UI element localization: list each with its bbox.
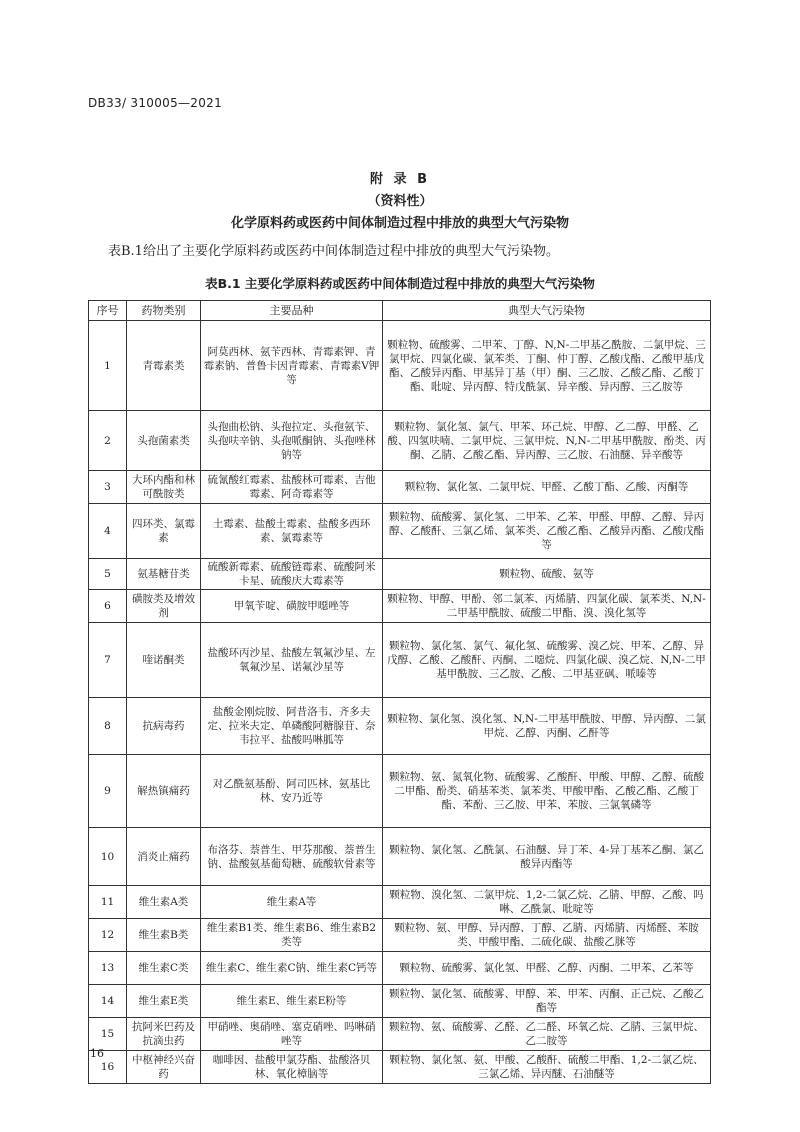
table-row [89,321,711,411]
cell-pollutants: 颗粒物、氯化氢、氯气、氟化氢、硫酸雾、溴乙烷、甲苯、乙醇、异戊醇、乙酸、乙酸酐、丙酮、二噁烷、四氯化碳、溴乙烷、N,N-二甲基甲酰胺、三乙胺、乙酸、二甲基亚砜、哌嗪等 [383,623,711,698]
cell-varieties: 盐酸金刚烷胺、阿昔洛韦、齐多夫定、拉米夫定、单磷酸阿糖腺苷、奈韦拉平、盐酸吗啉胍等 [201,698,383,755]
cell-category: 维生素B类 [127,919,201,952]
table-row [89,919,711,952]
header-category: 药物类别 [127,301,201,321]
cell-varieties: 维生素C、维生素C钠、维生素C钙等 [201,952,383,985]
page-number: 16 [90,1047,104,1060]
cell-varieties: 维生素E、维生素E粉等 [201,985,383,1018]
cell-no: 9 [89,755,127,828]
cell-varieties: 对乙酰氨基酚、阿司匹林、氨基比林、安乃近等 [201,755,383,828]
cell-pollutants: 颗粒物、硫酸雾、氯化氢、甲醛、乙醇、丙酮、二甲苯、乙苯等 [383,952,711,985]
appendix-nature: （资料性） [367,194,433,209]
cell-no: 3 [89,471,127,504]
cell-no: 5 [89,559,127,590]
cell-varieties: 咖啡因、盐酸甲氯芬酯、盐酸洛贝林、氧化樟脑等 [201,1051,383,1084]
cell-category: 中枢神经兴奋药 [127,1051,201,1084]
cell-pollutants: 颗粒物、硫酸雾、二甲苯、丁醇、N,N-二甲基乙酰胺、二氯甲烷、三氯甲烷、四氯化碳、氯苯类、丁酮、仲丁醇、乙酸戊酯、乙酸甲基戊酯、乙酸异丙酯、甲基异丁基（甲）酮、三乙胺、乙酸乙酯、乙酸丁酯、吡啶、异丙醇、特戊酰氯、异辛酸、异丙醇、三乙胺等 [383,321,711,411]
cell-no: 13 [89,952,127,985]
cell-pollutants: 颗粒物、氨、氮氧化物、硫酸雾、乙酸酐、甲酸、甲醇、乙醇、硫酸二甲酯、酚类、硝基苯类、氯苯类、甲酸甲酯、乙酸乙酯、乙酸丁酯、苯酚、三乙胺、甲苯、苯胺、三氯氧磷等 [383,755,711,828]
cell-category: 解热镇痛药 [127,755,201,828]
intro-paragraph: 表B.1给出了主要化学原料药或医药中间体制造过程中排放的典型大气污染物。 [108,244,559,259]
document-code: DB33/ 310005—2021 [88,96,223,110]
pollutant-table [88,300,711,1084]
table-row [89,504,711,559]
header-no: 序号 [89,301,127,321]
table-row [89,1051,711,1084]
cell-no: 16 [89,1051,127,1084]
table-row [89,886,711,919]
cell-category: 头孢菌素类 [127,411,201,471]
appendix-heading: 化学原料药或医药中间体制造过程中排放的典型大气污染物 [230,216,569,231]
cell-no: 11 [89,886,127,919]
cell-varieties: 维生素A等 [201,886,383,919]
cell-category: 维生素E类 [127,985,201,1018]
table-row [89,411,711,471]
cell-varieties: 布洛芬、萘普生、甲芬那酸、萘普生钠、盐酸氨基葡萄糖、硫酸软骨素等 [201,828,383,886]
table-row [89,471,711,504]
cell-pollutants: 颗粒物、甲醇、甲酚、邻二氯苯、丙烯腈、四氯化碳、氯苯类、N,N-二甲基甲酰胺、硫酸二甲酯、溴、溴化氢等 [383,590,711,623]
cell-no: 7 [89,623,127,698]
cell-varieties: 土霉素、盐酸土霉素、盐酸多西环素、氯霉素等 [201,504,383,559]
table-row [89,755,711,828]
cell-pollutants: 颗粒物、氯化氢、氯气、甲苯、环己烷、甲醇、乙二醇、甲醛、乙酸、四氢呋喃、二氯甲烷、三氯甲烷、N,N-二甲基甲酰胺、酚类、丙酮、乙腈、乙酸乙酯、异丙醇、三乙胺、石油醚、异辛酸等 [383,411,711,471]
cell-category: 喹诺酮类 [127,623,201,698]
table-row [89,828,711,886]
cell-category: 大环内酯和林可酰胺类 [127,471,201,504]
cell-no: 2 [89,411,127,471]
appendix-title: 附 录 B [370,172,430,187]
cell-no: 4 [89,504,127,559]
cell-pollutants: 颗粒物、氨、硫酸雾、乙醛、乙二醛、环氧乙烷、乙腈、三氯甲烷、乙二胺等 [383,1018,711,1051]
cell-no: 1 [89,321,127,411]
cell-pollutants: 颗粒物、氯化氢、乙酰氯、石油醚、异丁苯、4-异丁基苯乙酮、氯乙酸异丙酯等 [383,828,711,886]
cell-varieties: 硫酸新霉素、硫酸链霉素、硫酸阿米卡星、硫酸庆大霉素等 [201,559,383,590]
table-row [89,985,711,1018]
cell-category: 抗阿米巴药及抗滴虫药 [127,1018,201,1051]
cell-no: 14 [89,985,127,1018]
table-body [89,321,711,1084]
cell-category: 四环类、氯霉素 [127,504,201,559]
cell-pollutants: 颗粒物、氯化氢、二氯甲烷、甲醛、乙酸丁酯、乙酸、丙酮等 [383,471,711,504]
cell-category: 磺胺类及增效剂 [127,590,201,623]
cell-varieties: 阿莫西林、氨苄西林、青霉素钾、青霉素钠、普鲁卡因青霉素、青霉素V钾等 [201,321,383,411]
header-varieties: 主要品种 [201,301,383,321]
header-pollutants: 典型大气污染物 [383,301,711,321]
cell-varieties: 维生素B1类、维生素B6、维生素B2类等 [201,919,383,952]
table-row [89,623,711,698]
cell-varieties: 头孢曲松钠、头孢拉定、头孢氨苄、头孢呋辛钠、头孢哌酮钠、头孢唑林钠等 [201,411,383,471]
cell-category: 维生素C类 [127,952,201,985]
cell-varieties: 甲硝唑、奥硝唑、塞克硝唑、吗啉硝唑等 [201,1018,383,1051]
table-row [89,590,711,623]
cell-no: 12 [89,919,127,952]
cell-no: 6 [89,590,127,623]
cell-pollutants: 颗粒物、溴化氢、二氯甲烷、1,2-二氯乙烷、乙腈、甲醇、乙酸、吗啉、乙酰氯、吡啶等 [383,886,711,919]
cell-varieties: 盐酸环丙沙星、盐酸左氧氟沙星、左氧氟沙星、诺氟沙星等 [201,623,383,698]
table-row [89,1018,711,1051]
cell-no: 15 [89,1018,127,1051]
cell-category: 消炎止痛药 [127,828,201,886]
cell-pollutants: 颗粒物、硫酸、氨等 [383,559,711,590]
cell-varieties: 甲氧苄啶、磺胺甲噁唑等 [201,590,383,623]
cell-varieties: 硫氰酸红霉素、盐酸林可霉素、吉他霉素、阿奇霉素等 [201,471,383,504]
cell-pollutants: 颗粒物、氯化氢、氨、甲酸、乙酸酐、硫酸二甲酯、1,2-二氯乙烷、三氯乙烯、异丙醚、石油醚等 [383,1051,711,1084]
cell-no: 8 [89,698,127,755]
cell-category: 维生素A类 [127,886,201,919]
cell-pollutants: 颗粒物、硫酸雾、氯化氢、二甲苯、乙苯、甲醛、甲醇、乙醇、异丙醇、乙酸酐、三氯乙烯、氯苯类、乙酸乙酯、乙酸异丙酯、乙酸戊酯等 [383,504,711,559]
cell-category: 抗病毒药 [127,698,201,755]
cell-category: 氨基糖苷类 [127,559,201,590]
cell-pollutants: 颗粒物、氯化氢、溴化氢、N,N-二甲基甲酰胺、甲醇、异丙醇、二氯甲烷、乙醇、丙酮、乙酐等 [383,698,711,755]
table-row [89,952,711,985]
cell-pollutants: 颗粒物、氯化氢、硫酸雾、甲醇、苯、甲苯、丙酮、正己烷、乙酸乙酯等 [383,985,711,1018]
table-header-row [89,301,711,321]
cell-category: 青霉素类 [127,321,201,411]
cell-pollutants: 颗粒物、氨、甲醇、异丙醇、丁醇、乙腈、丙烯腈、丙烯醛、苯胺类、甲酸甲酯、二硫化碳、盐酸乙脒等 [383,919,711,952]
table-caption: 表B.1 主要化学原料药或医药中间体制造过程中排放的典型大气污染物 [205,276,595,291]
table-row [89,559,711,590]
table-row [89,698,711,755]
cell-no: 10 [89,828,127,886]
